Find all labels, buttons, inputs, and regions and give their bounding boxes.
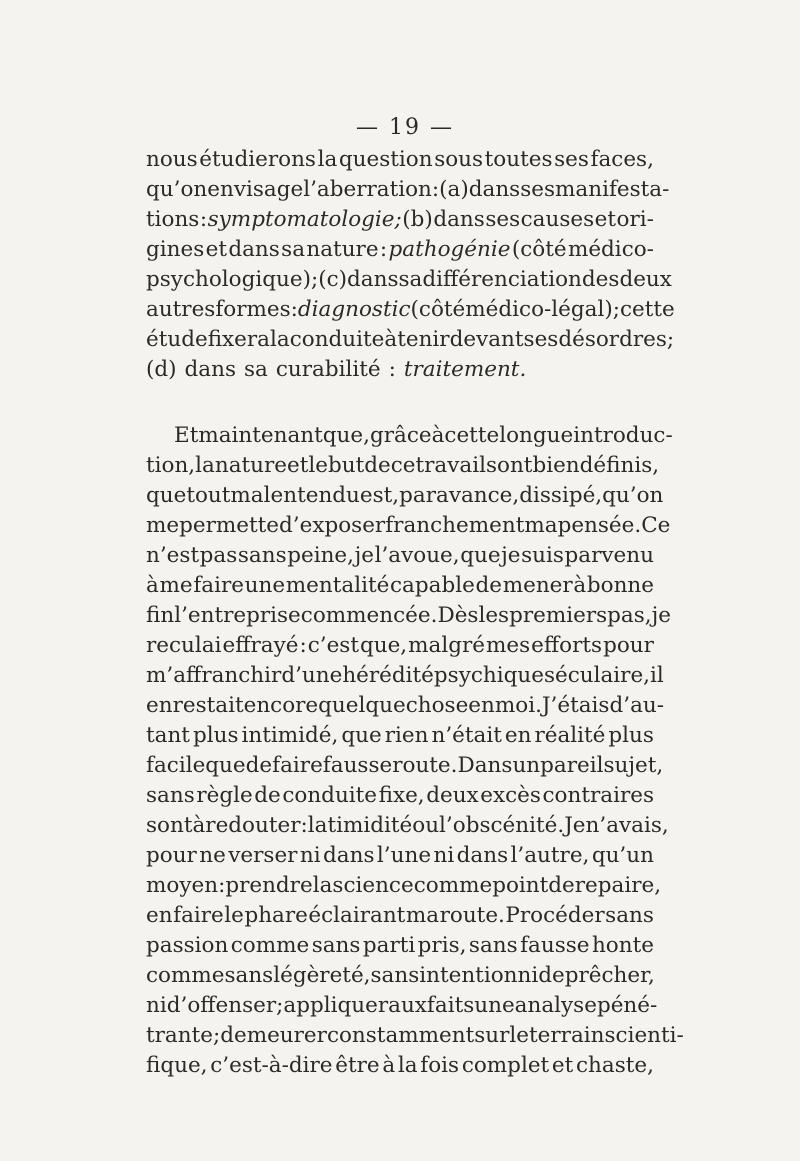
page-number: — 19 — [356, 115, 454, 140]
text-line: psychologique) ; (c) dans sa différenciation des deux [146, 267, 672, 292]
text-line: tant plus intimidé, que rien n’était en réalité plus [146, 723, 654, 748]
text-line: en restait encore quelque chose en moi. J’étais d’au- [146, 693, 664, 718]
text-line: reculai effrayé : c’est que, malgré mes efforts pour [146, 633, 654, 658]
text-line: qu’on envisage l’aberration : (a) dans ses manifesta- [146, 177, 670, 202]
text-line: nous étudierons la question sous toutes ses faces, [146, 147, 654, 172]
text-line: sont à redouter : la timidité ou l’obscénité. Je n’avais, [146, 813, 669, 838]
text-line: m’affranchir d’une hérédité psychique séculaire, il [146, 663, 664, 688]
text-line: me permette d’exposer franchement ma pensée. Ce [146, 513, 671, 538]
body-text [146, 145, 684, 1081]
text-line: passion comme sans parti pris, sans fausse honte [146, 933, 654, 958]
text-line: autres formes : diagnostic (côté médico-légal) ; cette [146, 297, 675, 322]
text-line: en faire le phare éclairant ma route. Procéder sans [146, 903, 654, 928]
paragraph-2 [146, 421, 684, 1081]
text-line: pour ne verser ni dans l’une ni dans l’autre, qu’un [146, 843, 654, 868]
text-line: (d) dans sa curabilité : traitement. [146, 357, 527, 382]
text-line: fin l’entreprise commencée. Dès les premiers pas, je [146, 603, 671, 628]
text-line: sans règle de conduite fixe, deux excès contraires [146, 783, 654, 808]
text-line: tions : symptomatologie; (b) dans ses causes et ori- [146, 207, 654, 232]
text-line: facile que de faire fausse route. Dans un pareil sujet, [146, 753, 664, 778]
paragraph-1 [146, 145, 675, 385]
text-line: que tout malentendu est, par avance, dissipé, qu’on [146, 483, 664, 508]
text-line: Et maintenant que, grâce à cette longue introduc- [174, 423, 673, 448]
text-line: gines et dans sa nature : pathogénie (côté médico- [146, 237, 654, 262]
text-line: ni d’offenser ; appliquer aux faits une analyse péné- [146, 993, 658, 1018]
text-line: moyen : prendre la science comme point de repaire, [146, 873, 662, 898]
text-line: étude fixera la conduite à tenir devant ses désordres ; [146, 327, 675, 352]
text-line: comme sans légèreté, sans intention ni de prêcher, [146, 963, 655, 988]
text-line: tion, la nature et le but de ce travail sont bien définis, [146, 453, 660, 478]
text-line: à me faire une mentalité capable de mener à bonne [146, 573, 654, 598]
text-line: n’est pas sans peine, je l’avoue, que je suis parvenu [146, 543, 654, 568]
text-line: fique, c’est-à-dire être à la fois complet et chaste, [146, 1053, 654, 1078]
text-line: trante ; demeurer constamment sur le terrain scienti- [146, 1023, 684, 1048]
